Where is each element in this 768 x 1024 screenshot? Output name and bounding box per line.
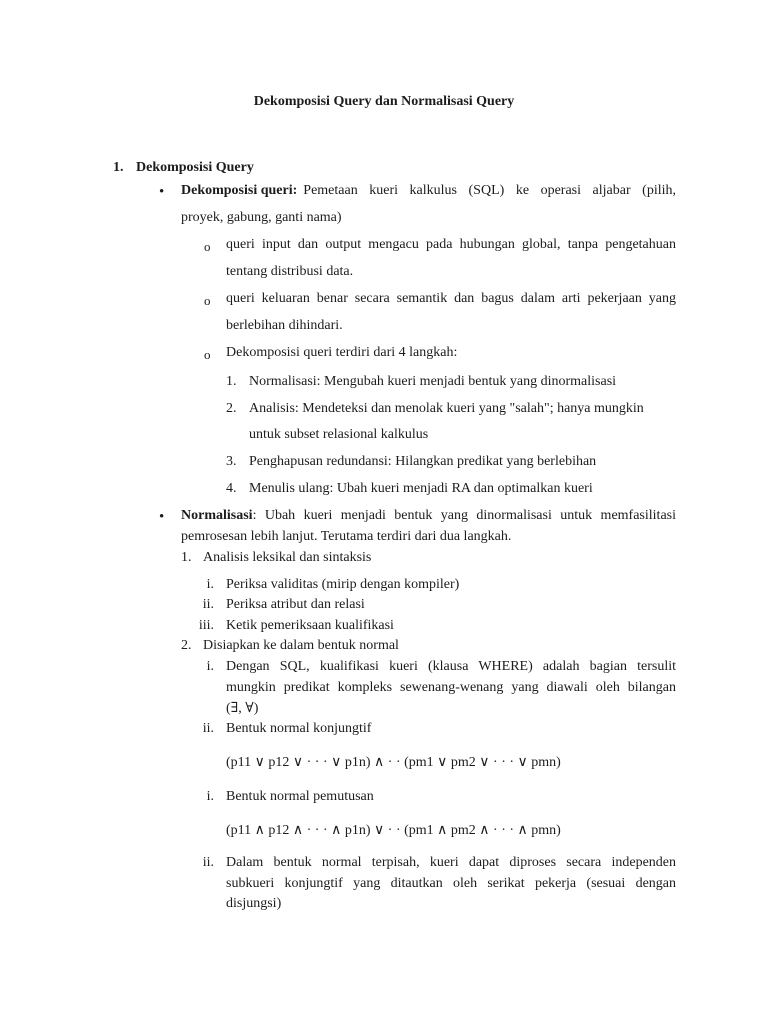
sub-item-text-cont: berlebihan dihindari. (226, 318, 343, 333)
bullet-text-cont: pemrosesan lebih lanjut. Terutama terdiri dari dua langkah. (181, 529, 512, 544)
bullet-label: Normalisasi (181, 508, 253, 523)
sub-item-text: queri input dan output mengacu pada hubungan global, tanpa pengetahuan (226, 237, 676, 252)
roman-item-text: Dalam bentuk normal terpisah, kueri dapat diproses secara independen (226, 855, 676, 870)
step-number: 1. (181, 550, 192, 565)
page-title: Dekomposisi Query dan Normalisasi Query (253, 94, 515, 109)
step-text: Penghapusan redundansi: Hilangkan predikat yang berlebihan (249, 454, 597, 469)
formula-cnf: (p11 ∨ p12 ∨ · · · ∨ p1n) ∧ · · (pm1 ∨ pm2 ∨ · · · ∨ pmn) (226, 755, 561, 770)
step-text: Disiapkan ke dalam bentuk normal (203, 638, 399, 653)
roman-item-text-cont: mungkin predikat kompleks sewenang-wenang yang diawali oleh bilangan (226, 680, 676, 695)
roman-item-text-cont: (∃, ∀) (226, 701, 259, 716)
sub-marker: o (204, 239, 211, 254)
bullet-line (181, 508, 676, 524)
roman-item-text: Periksa atribut dan relasi (226, 597, 365, 612)
step-number: 2. (181, 638, 192, 653)
bullet-marker: • (159, 509, 165, 525)
step-text: Analisis: Mendeteksi dan menolak kueri yang "salah"; hanya mungkin (249, 401, 644, 416)
roman-number: ii. (202, 855, 214, 870)
sub-marker: o (204, 293, 211, 308)
step-text-cont: untuk subset relasional kalkulus (249, 427, 429, 442)
roman-item-text-cont: subkueri konjungtif yang ditautkan oleh serikat pekerja (sesuai dengan (226, 876, 676, 891)
bullet-text: : Ubah kueri menjadi bentuk yang dinormalisasi untuk memfasilitasi (252, 508, 676, 523)
sub-item-text-cont: tentang distribusi data. (226, 264, 354, 279)
roman-item-text: Periksa validitas (mirip dengan kompiler) (226, 577, 460, 592)
roman-number: i. (206, 659, 214, 674)
roman-number: i. (206, 577, 214, 592)
step-text: Menulis ulang: Ubah kueri menjadi RA dan optimalkan kueri (249, 481, 593, 496)
roman-number: iii. (198, 618, 214, 633)
sub-item-text: queri keluaran benar secara semantik dan bagus dalam arti pekerjaan yang (226, 291, 676, 306)
step-number: 1. (226, 374, 237, 389)
roman-item-text: Dengan SQL, kualifikasi kueri (klausa WHERE) adalah bagian tersulit (226, 659, 676, 674)
sub-item-text: Dekomposisi queri terdiri dari 4 langkah: (226, 345, 458, 360)
roman-item-text: Ketik pemeriksaan kualifikasi (226, 618, 394, 633)
formula-dnf: (p11 ∧ p12 ∧ · · · ∧ p1n) ∨ · · (pm1 ∧ pm2 ∧ · · · ∧ pmn) (226, 823, 561, 838)
step-number: 4. (226, 481, 237, 496)
sub-marker: o (204, 347, 211, 362)
roman-item-text: Bentuk normal pemutusan (226, 789, 374, 804)
bullet-label: Dekomposisi queri: (181, 183, 298, 198)
step-text: Normalisasi: Mengubah kueri menjadi bentuk yang dinormalisasi (249, 374, 617, 389)
bullet-marker: • (159, 184, 165, 200)
roman-number: i. (206, 789, 214, 804)
bullet-text-cont: proyek, gabung, ganti nama) (181, 210, 342, 225)
step-number: 2. (226, 401, 237, 416)
bullet-text: Pemetaan kueri kalkulus (SQL) ke operasi aljabar (pilih, (303, 183, 676, 198)
roman-item-text-cont: disjungsi) (226, 896, 282, 911)
bullet-line (181, 183, 676, 199)
step-text: Analisis leksikal dan sintaksis (203, 550, 372, 565)
section-number: 1. (113, 160, 124, 175)
roman-item-text: Bentuk normal konjungtif (226, 721, 372, 736)
roman-number: ii. (202, 721, 214, 736)
step-number: 3. (226, 454, 237, 469)
roman-number: ii. (202, 597, 214, 612)
section-heading: Dekomposisi Query (136, 160, 254, 175)
